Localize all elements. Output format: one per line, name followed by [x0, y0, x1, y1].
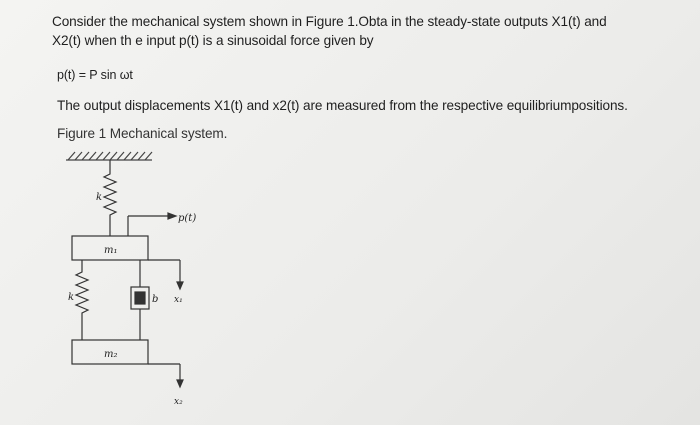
ceiling-support	[66, 152, 152, 160]
mass-m1-label: m₁	[104, 245, 118, 256]
mass-m2-label: m₂	[104, 349, 118, 360]
question-line-4: The output displacements X1(t) and x2(t) are measured from the respective equilibriumpositions.	[57, 98, 628, 113]
x2-label: x₂	[174, 397, 183, 407]
x2-arrow	[148, 364, 183, 387]
force-label: p(t)	[178, 213, 197, 224]
damper	[131, 260, 149, 340]
bottom-spring	[76, 260, 88, 340]
top-spring	[104, 160, 116, 236]
top-spring-label: k	[96, 192, 103, 203]
force-arrow	[128, 213, 176, 236]
force-equation: p(t) = P sin ωt	[57, 68, 133, 82]
x1-arrow	[148, 260, 183, 289]
figure-caption: Figure 1 Mechanical system.	[57, 126, 228, 141]
x1-label: x₁	[174, 295, 183, 305]
mechanical-system-diagram	[60, 142, 250, 412]
damper-label: b	[152, 294, 159, 305]
bottom-spring-label: k	[68, 292, 75, 303]
mechanical-system-figure	[60, 142, 250, 412]
question-line-1: Consider the mechanical system shown in Figure 1.Obta in the steady-state outputs X1(t) and	[52, 14, 607, 29]
question-line-2: X2(t) when th e input p(t) is a sinusoidal force given by	[52, 33, 374, 48]
